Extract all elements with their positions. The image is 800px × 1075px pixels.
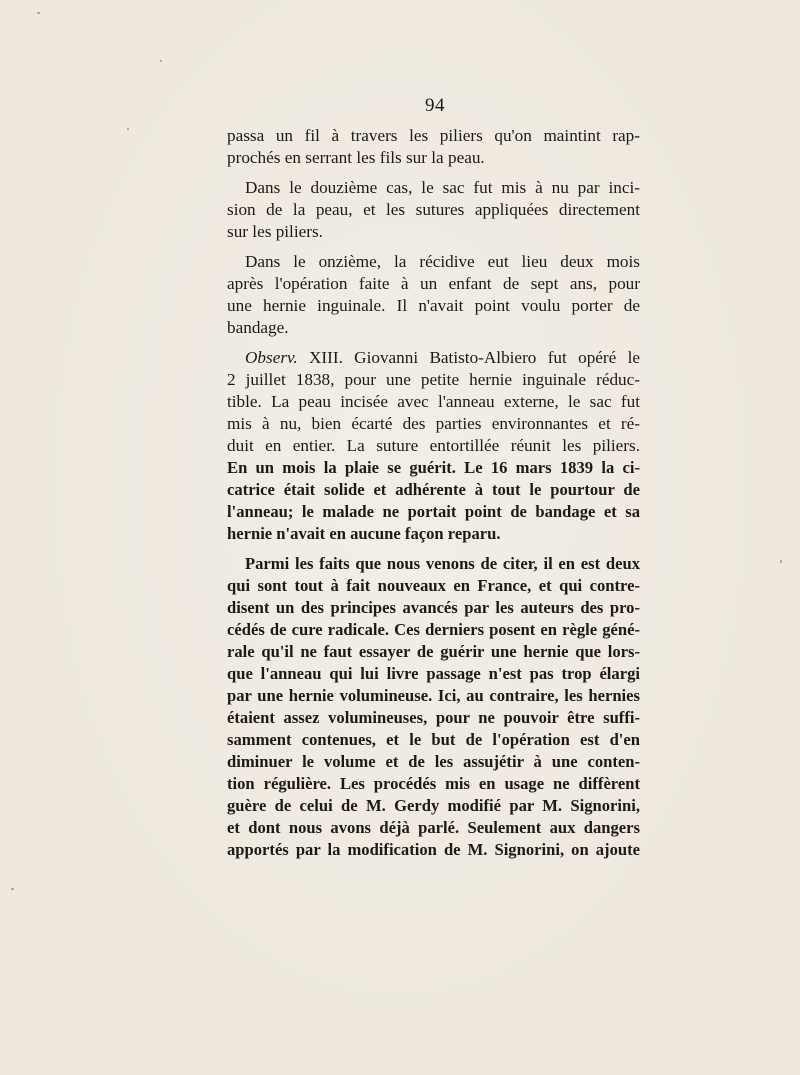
text-line: guère de celui de M. Gerdy modifié par M. Signorini, [227, 796, 640, 815]
paper-speck [11, 888, 14, 890]
text-line: une hernie inguinale. Il n'avait point voulu porter de [227, 296, 640, 315]
paragraph-3 [227, 251, 640, 339]
text-line: qui sont tout à fait nouveaux en France, et qui contre- [227, 576, 640, 595]
paragraph-5 [227, 553, 640, 861]
text-line: par une hernie volumineuse. Ici, au contraire, les hernies [227, 686, 640, 705]
text-line: mis à nu, bien écarté des parties environnantes et ré- [227, 414, 640, 433]
text-line: et dont nous avons déjà parlé. Seulement aux dangers [227, 818, 640, 837]
observation-heading-rest: XIII. Giovanni Batisto-Albiero fut opéré le [297, 348, 640, 367]
text-line: En un mois la plaie se guérit. Le 16 mars 1839 la ci- [227, 458, 640, 477]
page-number: 94 [425, 95, 445, 116]
text-line: 2 juillet 1838, pour une petite hernie inguinale réduc- [227, 370, 640, 389]
text-line: tible. La peau incisée avec l'anneau externe, le sac fut [227, 392, 640, 411]
paper-speck [780, 560, 782, 563]
paper-speck [160, 60, 162, 62]
paper-speck [127, 128, 129, 130]
text-line: bandage. [227, 318, 289, 337]
text-line: Parmi les faits que nous venons de citer, il en est deux [245, 554, 640, 573]
paragraph-1 [227, 125, 640, 169]
text-line: l'anneau; le malade ne portait point de bandage et sa [227, 502, 640, 521]
observation-label: Observ. [245, 348, 298, 367]
text-line: samment contenues, et le but de l'opération est d'en [227, 730, 640, 749]
paragraph-observation [227, 347, 640, 545]
body-text [227, 125, 640, 869]
text-line [227, 347, 640, 369]
text-line: Dans le douzième cas, le sac fut mis à nu par inci- [245, 178, 640, 197]
text-line: étaient assez volumineuses, pour ne pouvoir être suffi- [227, 708, 640, 727]
text-line: diminuer le volume et de les assujétir à une conten- [227, 752, 640, 771]
text-line: duit en entier. La suture entortillée réunit les piliers. [227, 436, 640, 455]
text-line: passa un fil à travers les piliers qu'on maintint rap- [227, 126, 640, 145]
text-line: que l'anneau qui lui livre passage n'est pas trop élargi [227, 664, 640, 683]
text-line: sur les piliers. [227, 222, 323, 241]
text-line: apportés par la modification de M. Signorini, on ajoute [227, 840, 640, 859]
text-line: tion régulière. Les procédés mis en usage ne diffèrent [227, 774, 640, 793]
paper-speck [37, 12, 40, 14]
paragraph-2 [227, 177, 640, 243]
text-line: hernie n'avait en aucune façon reparu. [227, 524, 501, 543]
text-line: Dans le onzième, la récidive eut lieu deux mois [245, 252, 640, 271]
darker-print-section [227, 457, 640, 545]
text-line: sion de la peau, et les sutures appliquées directement [227, 200, 640, 219]
text-line: catrice était solide et adhérente à tout le pourtour de [227, 480, 640, 499]
text-line: rale qu'il ne faut essayer de guérir une hernie que lors- [227, 642, 640, 661]
text-line: cédés de cure radicale. Ces derniers posent en règle géné- [227, 620, 640, 639]
text-line: prochés en serrant les fils sur la peau. [227, 148, 485, 167]
text-line: après l'opération faite à un enfant de sept ans, pour [227, 274, 640, 293]
text-line: disent un des principes avancés par les auteurs des pro- [227, 598, 640, 617]
